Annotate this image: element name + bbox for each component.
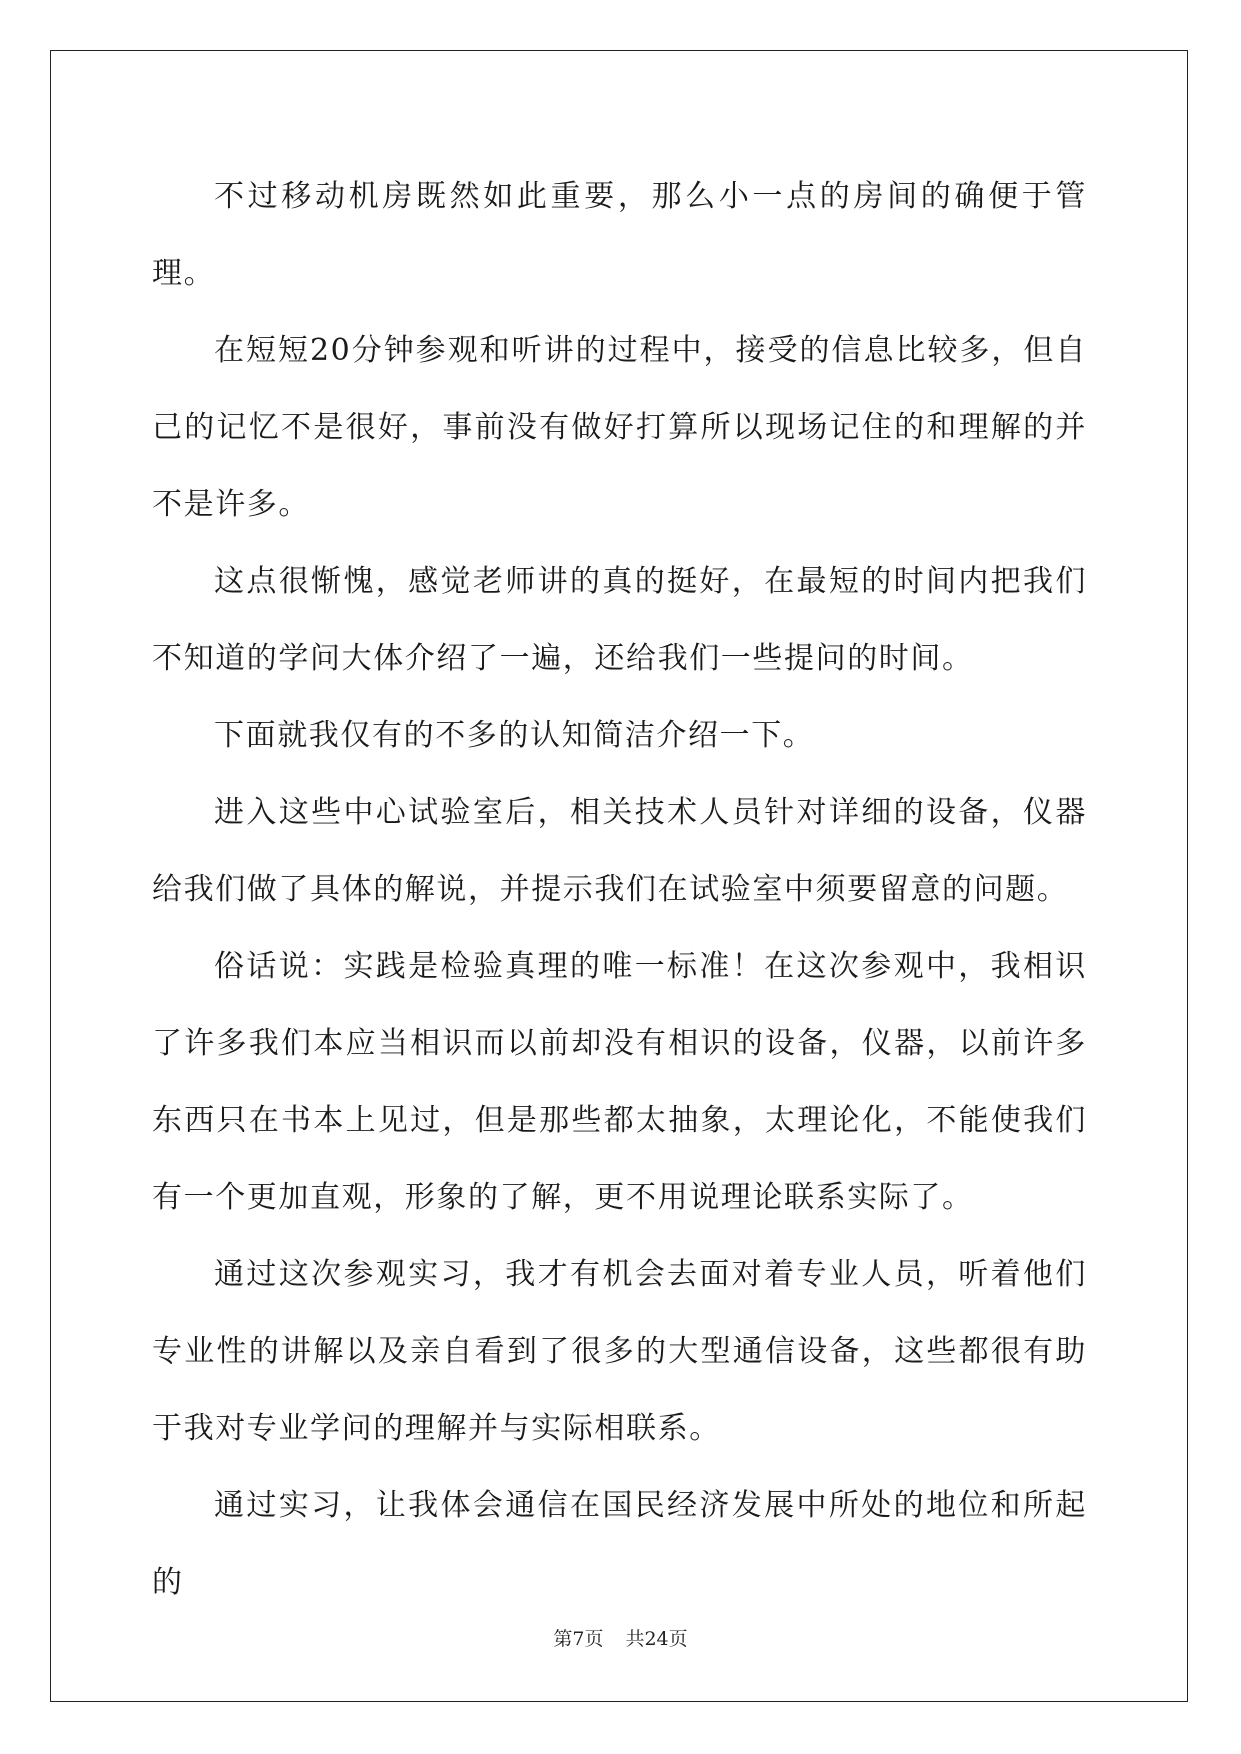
page-number: 第7页 [553,1628,604,1650]
paragraph: 在短短20分钟参观和听讲的过程中，接受的信息比较多，但自己的记忆不是很好，事前没有做好打算所以现场记住的和理解的并不是许多。 [152,333,1087,522]
page-total: 共24页 [625,1628,688,1650]
paragraph: 进入这些中心试验室后，相关技术人员针对详细的设备，仪器给我们做了具体的解说，并提示我们在试验室中须要留意的问题。 [152,795,1087,907]
paragraph: 不过移动机房既然如此重要，那么小一点的房间的确便于管理。 [152,179,1087,291]
paragraph: 这点很惭愧，感觉老师讲的真的挺好，在最短的时间内把我们不知道的学问大体介绍了一遍，还给我们一些提问的时间。 [152,564,1087,676]
document-body [152,158,1087,1621]
page-footer [0,1624,1241,1651]
paragraph: 通过这次参观实习，我才有机会去面对着专业人员，听着他们专业性的讲解以及亲自看到了很多的大型通信设备，这些都很有助于我对专业学问的理解并与实际相联系。 [152,1257,1087,1446]
paragraph: 下面就我仅有的不多的认知简洁介绍一下。 [214,718,815,753]
paragraph: 通过实习，让我体会通信在国民经济发展中所处的地位和所起的 [152,1488,1087,1600]
paragraph: 俗话说：实践是检验真理的唯一标准！在这次参观中，我相识了许多我们本应当相识而以前却没有相识的设备，仪器，以前许多东西只在书本上见过，但是那些都太抽象，太理论化，不能使我们有一个更加直观，形象的了解，更不用说理论联系实际了。 [152,949,1087,1215]
